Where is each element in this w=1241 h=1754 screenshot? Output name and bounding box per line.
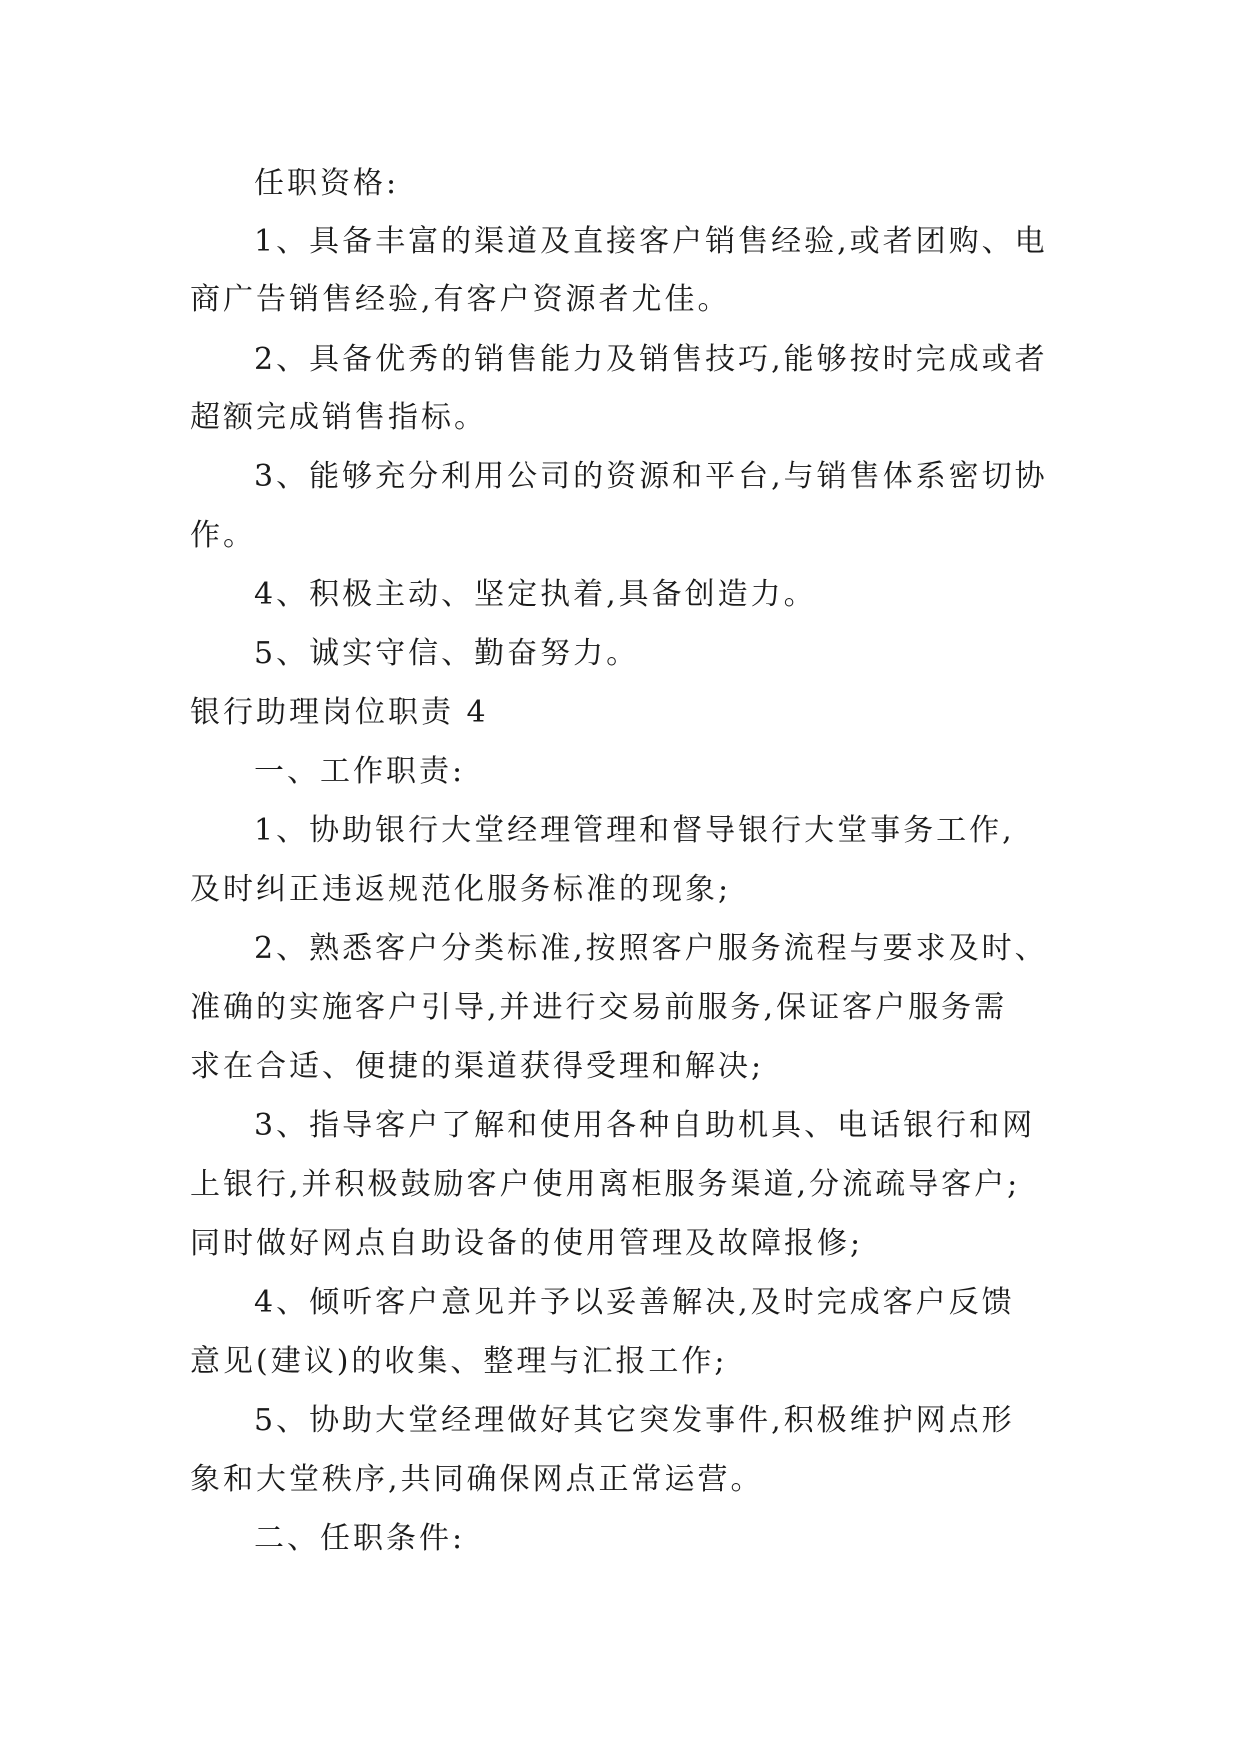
paragraph-line: 意见(建议)的收集、整理与汇报工作; bbox=[190, 1344, 728, 1379]
paragraph-line: 1、协助银行大堂经理管理和督导银行大堂事务工作, bbox=[254, 813, 1015, 848]
paragraph-line: 2、熟悉客户分类标准,按照客户服务流程与要求及时、 bbox=[254, 931, 1048, 966]
paragraph-line: 2、具备优秀的销售能力及销售技巧,能够按时完成或者 bbox=[254, 342, 1048, 377]
paragraph-line: 1、具备丰富的渠道及直接客户销售经验,或者团购、电 bbox=[254, 224, 1048, 259]
paragraph-line: 准确的实施客户引导,并进行交易前服务,保证客户服务需 bbox=[190, 990, 1008, 1025]
document-section-title: 银行助理岗位职责 4 bbox=[190, 695, 489, 730]
paragraph-line: 及时纠正违返规范化服务标准的现象; bbox=[190, 872, 732, 907]
paragraph-line: 上银行,并积极鼓励客户使用离柜服务渠道,分流疏导客户; bbox=[190, 1167, 1021, 1202]
paragraph-line: 求在合适、便捷的渠道获得受理和解决; bbox=[190, 1049, 765, 1084]
paragraph-line: 4、倾听客户意见并予以妥善解决,及时完成客户反馈 bbox=[254, 1285, 1015, 1320]
paragraph-line: 4、积极主动、坚定执着,具备创造力。 bbox=[254, 577, 817, 612]
section-heading-qualifications: 任职资格: bbox=[254, 166, 400, 201]
paragraph-line: 象和大堂秩序,共同确保网点正常运营。 bbox=[190, 1462, 764, 1497]
paragraph-line: 5、协助大堂经理做好其它突发事件,积极维护网点形 bbox=[254, 1403, 1015, 1438]
paragraph-line: 商广告销售经验,有客户资源者尤佳。 bbox=[190, 282, 731, 317]
section-heading-requirements: 二、任职条件: bbox=[254, 1521, 466, 1556]
paragraph-line: 3、能够充分利用公司的资源和平台,与销售体系密切协 bbox=[254, 459, 1048, 494]
section-heading-duties: 一、工作职责: bbox=[254, 754, 466, 789]
paragraph-line: 超额完成销售指标。 bbox=[190, 400, 487, 435]
paragraph-line: 5、诚实守信、勤奋努力。 bbox=[254, 636, 640, 671]
paragraph-line: 3、指导客户了解和使用各种自助机具、电话银行和网 bbox=[254, 1108, 1036, 1143]
paragraph-line: 同时做好网点自助设备的使用管理及故障报修; bbox=[190, 1226, 864, 1261]
paragraph-line: 作。 bbox=[190, 518, 256, 553]
